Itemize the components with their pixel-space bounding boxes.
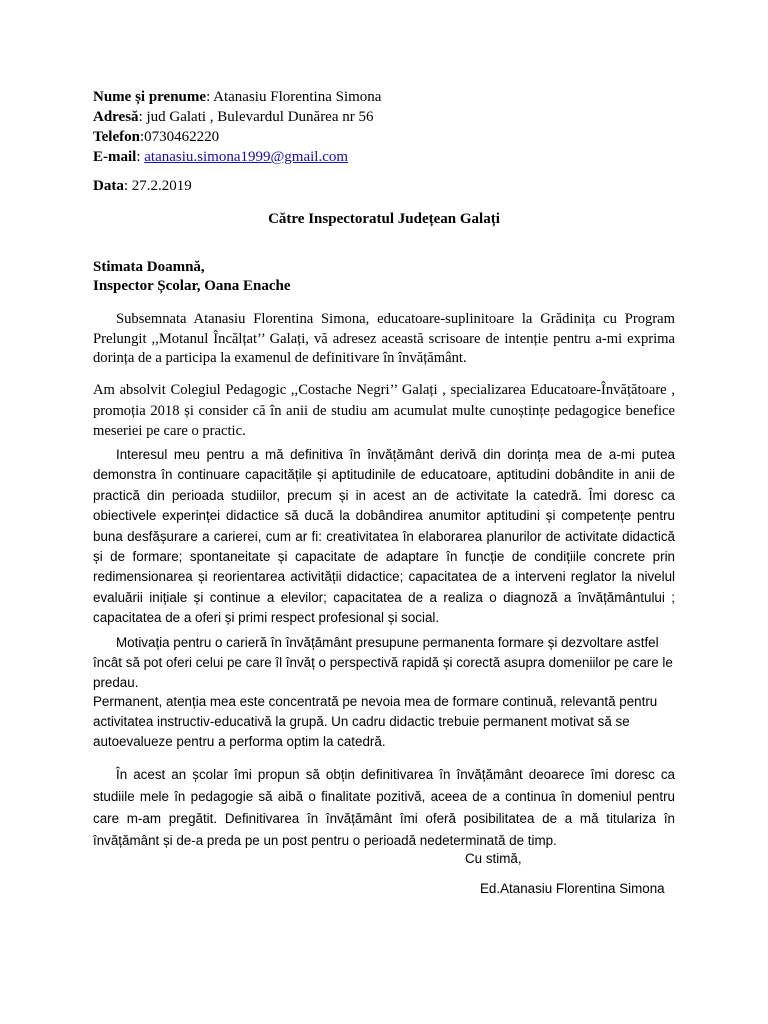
email-line [93, 147, 693, 167]
date-value: : 27.2.2019 [123, 178, 192, 194]
name-label: Nume și prenume [93, 89, 207, 105]
salutation-line-1: Stimata Doamnă, [93, 259, 205, 275]
recipient-heading: Către Inspectoratul Județean Galați [268, 211, 500, 227]
phone-line [93, 127, 693, 147]
address-line [93, 107, 693, 127]
address-value: : jud Galati , Bulevardul Dunărea nr 56 [138, 109, 374, 125]
email-label: E-mail [93, 149, 137, 165]
phone-value: :0730462220 [139, 129, 220, 145]
salutation [93, 258, 291, 296]
paragraph-education: Am absolvit Colegiul Pedagogic ,,Costache Negri’’ Galați , specializarea Educatoare-Învățătoare , promoția 2018 și consider că în anii de studiu am acumulat multe cunoștințe pedagogice benefice meseriei pe care o practic. [93, 382, 675, 439]
paragraph-interest: Interesul meu pentru a mă definitiva în învățământ derivă din dorința mea de a-mi putea demonstra în continuare capacitățile și aptitudinile de educatoare, aptitudini dobândite in anii de practică din perioada studiilor, precum și in acest an de activitate la catedră. Îmi doresc ca obiectivele experinței didactice să ducă la dobândirea anumitor aptitudini și competențe pentru buna desfășurare a carierei, cum ar fi: creativitatea în elaborarea planurilor de activitate didactică și de formare; spontaneitate și capacitate de adaptare în funcție de condițiile concrete prin redimensionarea și reorientarea activității didactice; capacitatea de a interveni reglator la nivelul evaluării inițiale și continue a elevilor; capacitatea de a realiza o diagnoză a învățământului ; capacitatea de a oferi și primi respect profesional și social. [93, 447, 675, 626]
paragraph-goal: În acest an școlar îmi propun să obțin definitivarea în învățământ deoarece îmi doresc ca studiile mele în pedagogie să aibă o finalitate pozitivă, aceea de a continua în domeniul pentru care m-am pregătit. Definitivarea în învățământ îmi oferă posibilitatea de a mă titulariza în învățământ și de-a preda pe un post pentru o perioadă nedeterminată de timp. [93, 767, 675, 848]
signature: Ed.Atanasiu Florentina Simona [480, 881, 665, 896]
salutation-line-2: Inspector Școlar, Oana Enache [93, 278, 291, 294]
address-label: Adresă [93, 109, 139, 125]
name-value: : Atanasiu Florentina Simona [206, 89, 382, 105]
closing: Cu stimă, [465, 851, 522, 866]
name-line [93, 87, 693, 107]
sender-details [93, 87, 693, 167]
paragraph-motivation-b: Permanent, atenția mea este concentrată pe nevoia mea de formare continuă, relevantă pentru activitatea instructiv-educativă la grupă. Un cadru didactic trebuie permanent motivat să se autoevalueze pentru a performa optim la catedră. [93, 694, 658, 749]
date-line [93, 176, 192, 196]
paragraph-motivation-a: Motivația pentru o carieră în învățământ presupune permanenta formare și dezvoltare astfel încât să pot oferi celui pe care îl învăț o perspectivă rapidă și corectă asupra domeniilor pe care le predau. [93, 635, 673, 690]
paragraph-intro: Subsemnata Atanasiu Florentina Simona, educatoare-suplinitoare la Grădinița cu Program Prelungit ,,Motanul Încălțat’’ Galați, vă adresez această scrisoare de intenție pentru a-mi exprima dorința de a participa la examenul de definitivare în învățământ. [93, 311, 675, 366]
date-label: Data [93, 178, 124, 194]
email-separator: : [136, 149, 145, 165]
phone-label: Telefon [93, 129, 140, 145]
paragraph-motivation [93, 633, 675, 752]
email-link[interactable]: atanasiu.simona1999@gmail.com [144, 149, 349, 165]
